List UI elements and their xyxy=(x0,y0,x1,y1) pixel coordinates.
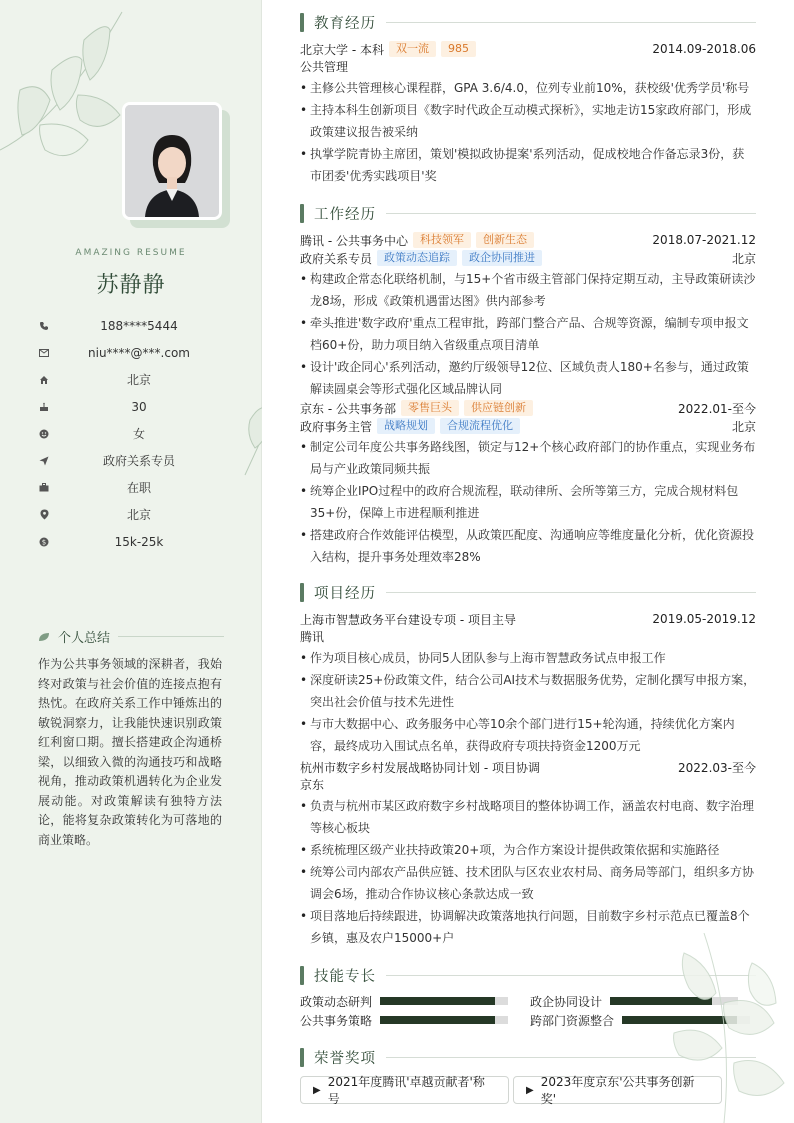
section-title: 教育经历 xyxy=(314,15,376,32)
company-tag: 零售巨头 xyxy=(401,400,459,416)
age-value: 30 xyxy=(131,399,147,414)
portrait-icon xyxy=(125,105,219,217)
skill-name: 政策动态研判 xyxy=(300,994,373,1009)
section-projects-heading xyxy=(300,582,756,602)
work-entry xyxy=(300,231,756,400)
resume-tagline: AMAZING RESUME xyxy=(75,248,187,258)
project-org: 京东 xyxy=(300,778,325,792)
award-name: 2021年度腾讯'卓越贡献者'称号 xyxy=(327,1075,485,1106)
section-work-heading xyxy=(300,203,756,223)
list-item: • 牵头推进'数字政府'重点工程审批，跨部门整合产品、合规等资源，编制专项申报文档60+份，助力项目纳入省级重点项目清单 xyxy=(300,312,756,356)
gender-icon xyxy=(38,428,50,440)
work-date: 2018.07-2021.12 xyxy=(652,233,756,247)
project-name: 杭州市数字乡村发展战略协同计划 - 项目协调 xyxy=(300,760,540,775)
list-item: • 搭建政府合作效能评估模型，从政策匹配度、沟通响应等维度量化分析，优化资源投入结构，提升事务处理效率28% xyxy=(300,524,756,568)
role-tag: 战略规划 xyxy=(377,418,435,434)
sidebar xyxy=(0,0,262,1123)
section-title: 技能专长 xyxy=(314,968,376,985)
info-status xyxy=(38,474,228,501)
info-location xyxy=(38,501,228,528)
list-item: • 深度研读25+份政策文件，结合公司AI技术与数据服务优势，定制化撰写申报方案，突出社会价值与技术先进性 xyxy=(300,669,756,713)
summary-text: 作为公共事务领域的深耕者，我始终对政策与社会价值的连接点抱有热忱。在政府关系工作中锤炼出的敏锐洞察力，让我能快速识别政策红利窗口期。擅长搭建政企沟通桥梁，以细致入微的沟通技巧和战略视角，推动政策机遇转化为企业发展动能。对政策解读有独特方法论，能将复杂政策转化为可落地的商业策略。 xyxy=(38,657,222,847)
summary-heading xyxy=(38,627,224,646)
list-item: • 作为项目核心成员，协同5人团队参与上海市智慧政务试点申报工作 xyxy=(300,647,756,669)
candidate-name: 苏静静 xyxy=(96,273,166,298)
project-date: 2019.05-2019.12 xyxy=(652,612,756,626)
contact-info-list xyxy=(38,312,228,555)
summary-title: 个人总结 xyxy=(58,631,111,646)
skill-name: 跨部门资源整合 xyxy=(530,1013,615,1028)
info-position xyxy=(38,447,228,474)
svg-text:$: $ xyxy=(41,538,47,546)
avatar xyxy=(122,102,222,220)
skill-bar-fill xyxy=(380,1016,495,1024)
skill-bar xyxy=(380,1016,508,1024)
award-item xyxy=(300,1076,509,1104)
work-date: 2022.01-至今 xyxy=(678,401,756,416)
send-icon xyxy=(38,455,50,467)
list-item: • 项目落地后持续跟进，协调解决政策落地执行问题，目前数字乡村示范点已覆盖8个乡镇，惠及农户15000+户 xyxy=(300,905,756,949)
cake-icon xyxy=(38,401,50,413)
education-date: 2014.09-2018.06 xyxy=(652,42,756,56)
section-education-heading xyxy=(300,12,756,32)
salary-icon xyxy=(38,536,50,548)
project-org: 腾讯 xyxy=(300,630,325,644)
skill-item xyxy=(300,1011,508,1029)
info-home xyxy=(38,366,228,393)
role-name: 政府关系专员 xyxy=(300,251,373,266)
education-entry xyxy=(300,40,756,187)
school-name: 北京大学 - 本科 xyxy=(300,42,384,57)
leaf-icon xyxy=(38,632,50,642)
phone-value: 188****5444 xyxy=(100,318,178,333)
skill-name: 政企协同设计 xyxy=(530,994,603,1009)
project-name: 上海市智慧政务平台建设专项 - 项目主导 xyxy=(300,612,516,627)
skill-name: 公共事务策略 xyxy=(300,1013,373,1028)
list-item: • 系统梳理区级产业扶持政策20+项，为合作方案设计提供政策依据和实施路径 xyxy=(300,839,756,861)
skill-item xyxy=(300,992,508,1010)
skill-bar-fill xyxy=(380,997,495,1005)
phone-icon xyxy=(38,320,50,332)
role-tag: 政企协同推进 xyxy=(462,250,542,266)
home-icon xyxy=(38,374,50,386)
info-phone xyxy=(38,312,228,339)
list-item: • 构建政企常态化联络机制，与15+个省市级主管部门保持定期互动，主导政策研读沙龙8场，形成《政策机遇雷达图》供内部参考 xyxy=(300,268,756,312)
section-title: 荣誉奖项 xyxy=(314,1050,376,1067)
list-item: • 负责与杭州市某区政府数字乡村战略项目的整体协调工作，涵盖农村电商、数字治理等核心板块 xyxy=(300,795,756,839)
skill-bar xyxy=(380,997,508,1005)
work-city: 北京 xyxy=(731,419,756,434)
role-name: 政府事务主管 xyxy=(300,419,373,434)
list-item: • 统筹公司内部农产品供应链、技术团队与区农业农村局、商务局等部门，组织多方协调会6场，推动合作协议核心条款达成一致 xyxy=(300,861,756,905)
info-gender xyxy=(38,420,228,447)
gender-value: 女 xyxy=(132,427,145,441)
position-value: 政府关系专员 xyxy=(102,454,175,468)
company-tag: 科技领军 xyxy=(413,232,471,248)
play-triangle-icon: ▶ xyxy=(526,1084,534,1096)
award-name: 2023年度京东'公共事务创新奖' xyxy=(540,1075,695,1106)
school-tag: 双一流 xyxy=(389,41,436,57)
list-item: • 统筹企业IPO过程中的政府合规流程，联动律所、会所等第三方，完成合规材料包35+份，保障上市进程顺利推进 xyxy=(300,480,756,524)
company-name: 腾讯 - 公共事务中心 xyxy=(300,233,408,248)
info-salary xyxy=(38,528,228,555)
school-tag: 985 xyxy=(441,41,476,57)
list-item: • 主修公共管理核心课程群，GPA 3.6/4.0，位列专业前10%，获校级'优秀学员'称号 xyxy=(300,77,756,99)
mail-icon xyxy=(38,347,50,359)
role-tag: 合规流程优化 xyxy=(440,418,520,434)
briefcase-icon xyxy=(38,482,50,494)
project-entry xyxy=(300,610,756,757)
play-triangle-icon: ▶ xyxy=(313,1084,321,1096)
location-pin-icon xyxy=(38,509,50,521)
list-item: • 主持本科生创新项目《数字时代政企互动模式探析》，实地走访15家政府部门，形成政策建议报告被采纳 xyxy=(300,99,756,143)
work-city: 北京 xyxy=(731,251,756,266)
email-value: niu****@***.com xyxy=(88,345,190,360)
project-date: 2022.03-至今 xyxy=(678,760,756,775)
hometown-value: 北京 xyxy=(126,373,151,387)
info-age xyxy=(38,393,228,420)
company-name: 京东 - 公共事务部 xyxy=(300,401,396,416)
salary-value: 15k-25k xyxy=(114,534,164,549)
location-value: 北京 xyxy=(126,508,151,522)
company-tag: 创新生态 xyxy=(476,232,534,248)
leaf-decoration-icon xyxy=(664,933,794,1123)
status-value: 在职 xyxy=(126,481,151,495)
list-item: • 与市大数据中心、政务服务中心等10余个部门进行15+轮沟通，持续优化方案内容，最终成功入围试点名单，获得政府专项扶持资金1200万元 xyxy=(300,713,756,757)
info-email xyxy=(38,339,228,366)
major: 公共管理 xyxy=(300,60,349,74)
section-title: 工作经历 xyxy=(314,206,376,223)
work-entry xyxy=(300,399,756,568)
company-tag: 供应链创新 xyxy=(464,400,533,416)
role-tag: 政策动态追踪 xyxy=(377,250,457,266)
list-item: • 执掌学院青协主席团，策划'模拟政协提案'系列活动，促成校地合作备忘录3份，获市团委'优秀实践项目'奖 xyxy=(300,143,756,187)
section-title: 项目经历 xyxy=(314,585,376,602)
project-entry xyxy=(300,758,756,949)
list-item: • 制定公司年度公共事务路线图，锁定与12+个核心政府部门的协作重点，实现业务布局与产业政策同频共振 xyxy=(300,436,756,480)
list-item: • 设计'政企同心'系列活动，邀约厅级领导12位、区域负责人180+名参与，通过政策解读圆桌会等形式强化区域品牌认同 xyxy=(300,356,756,400)
